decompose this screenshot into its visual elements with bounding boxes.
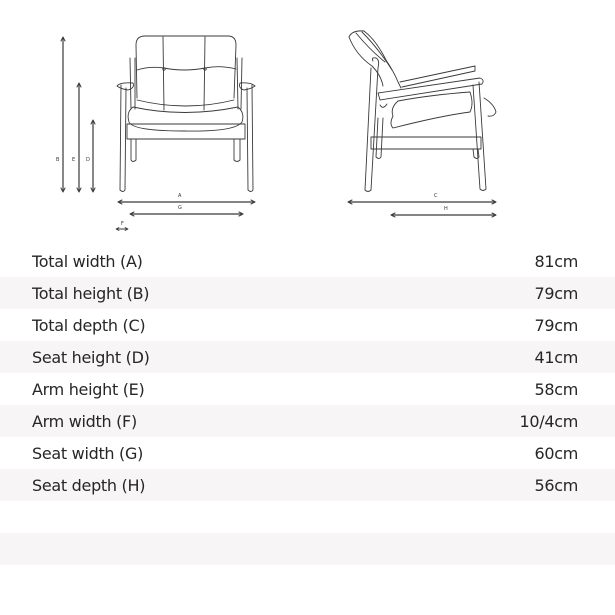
dimension-label-c: C xyxy=(434,193,438,199)
dimension-label-b: B xyxy=(56,157,60,163)
chair-side-view xyxy=(349,31,496,192)
row-value: 41cm xyxy=(534,347,578,367)
dimension-label-g: G xyxy=(178,205,182,211)
table-row-empty xyxy=(0,501,615,533)
row-label: Seat height (D) xyxy=(32,347,150,367)
dimension-label-h: H xyxy=(444,206,448,212)
dimension-label-e: E xyxy=(72,157,76,163)
row-value: 10/4cm xyxy=(519,411,578,431)
table-row xyxy=(0,469,615,501)
row-label: Seat depth (H) xyxy=(32,475,146,495)
row-value: 81cm xyxy=(534,251,578,271)
row-label: Total depth (C) xyxy=(32,315,146,335)
row-label: Total width (A) xyxy=(32,251,143,271)
table-row xyxy=(0,373,615,405)
row-value: 56cm xyxy=(534,475,578,495)
chair-line-drawing xyxy=(0,0,615,240)
dimension-lines-side xyxy=(348,200,496,217)
row-label: Arm width (F) xyxy=(32,411,137,431)
table-row xyxy=(0,277,615,309)
dimensions-table xyxy=(0,245,615,565)
row-value: 60cm xyxy=(534,443,578,463)
dimension-label-f: F xyxy=(121,221,124,227)
row-value: 79cm xyxy=(534,283,578,303)
dimension-label-d: D xyxy=(86,157,90,163)
row-label: Seat width (G) xyxy=(32,443,144,463)
row-value: 58cm xyxy=(534,379,578,399)
table-row-empty xyxy=(0,533,615,565)
chair-front-view xyxy=(117,36,255,192)
table-row xyxy=(0,437,615,469)
row-label: Total height (B) xyxy=(32,283,150,303)
table-row xyxy=(0,245,615,277)
table-row xyxy=(0,341,615,373)
dimension-label-a: A xyxy=(178,193,182,199)
dimension-lines-front xyxy=(116,200,255,231)
row-value: 79cm xyxy=(534,315,578,335)
dimension-diagram xyxy=(0,0,615,240)
dimension-lines-vertical xyxy=(61,37,95,192)
table-row xyxy=(0,309,615,341)
table-row xyxy=(0,405,615,437)
row-label: Arm height (E) xyxy=(32,379,145,399)
